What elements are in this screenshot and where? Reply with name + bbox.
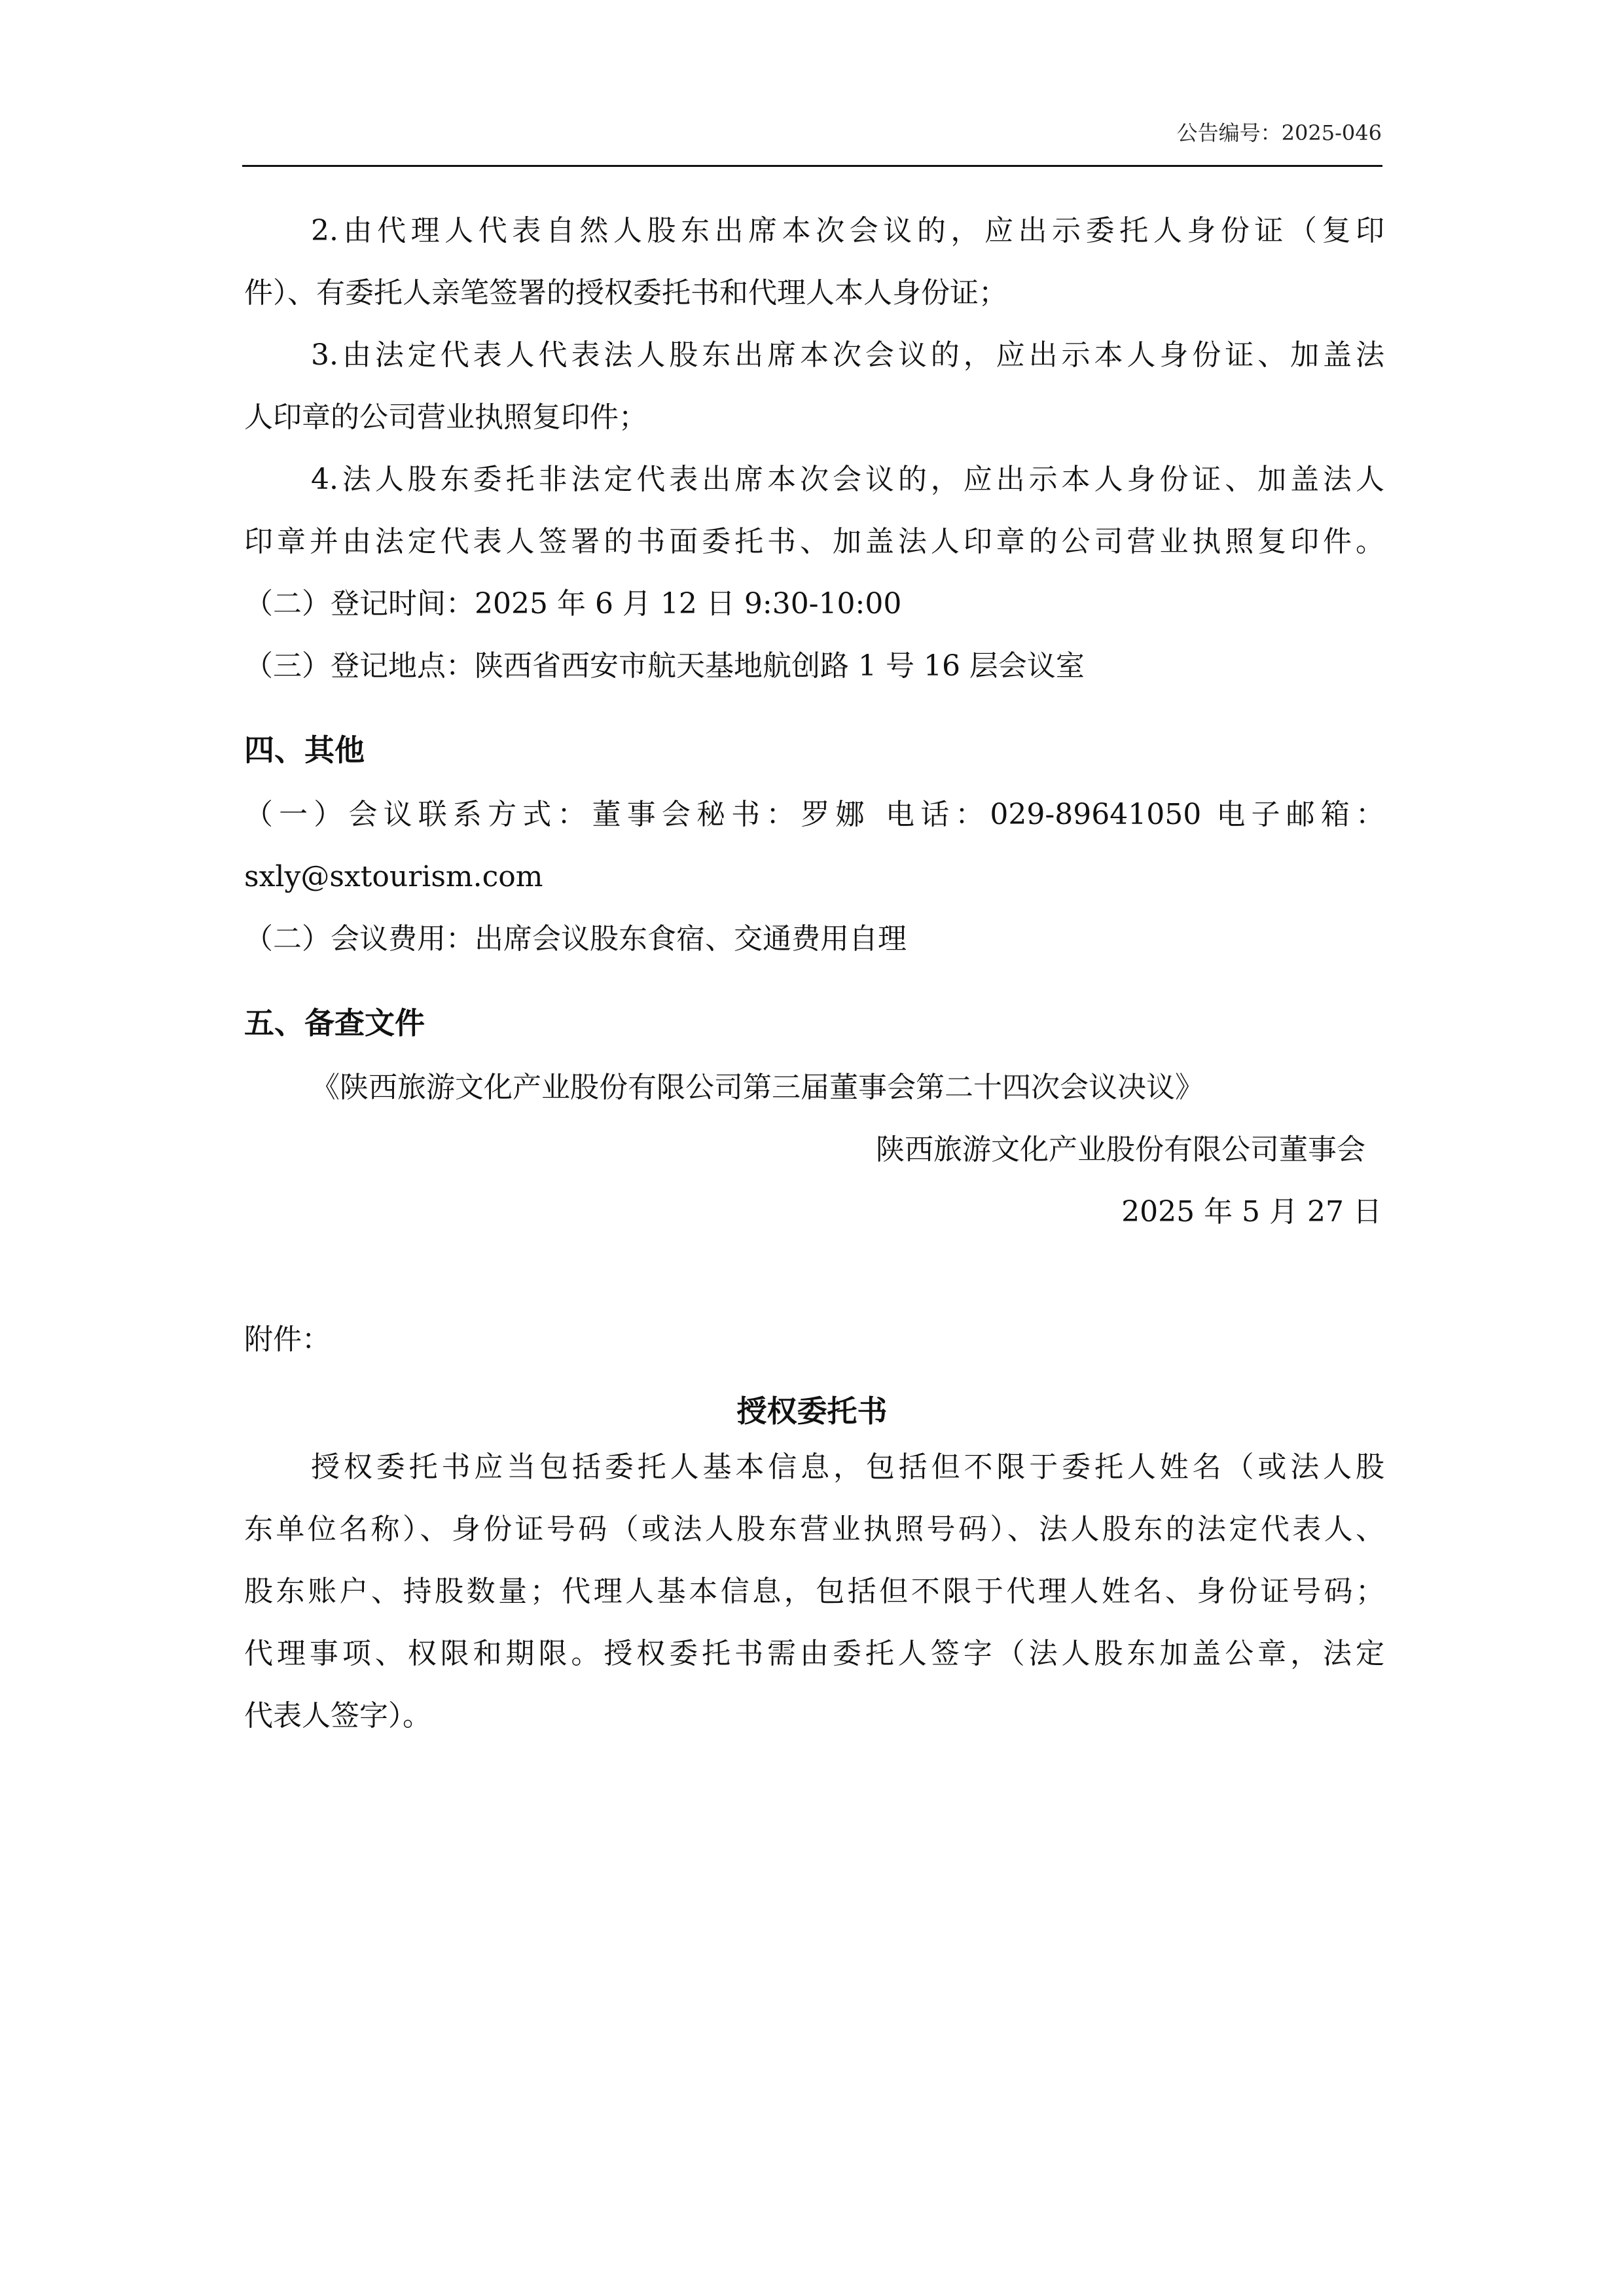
attachment-label: 附件：: [244, 1323, 331, 1356]
notice-number: 公告编号：2025-046: [1176, 120, 1382, 145]
attachment-line5: 代表人签字）。: [244, 1699, 431, 1732]
reference-document: 《陕西旅游文化产业股份有限公司第三届董事会第二十四次会议决议》: [311, 1071, 1204, 1104]
attachment-line1: 授权委托书应当包括委托人基本信息，包括但不限于委托人姓名（或法人股: [311, 1450, 1384, 1484]
header-rule: [242, 165, 1382, 167]
heading-other: 四、其他: [244, 732, 365, 768]
registration-time: （二）登记时间：2025 年 6 月 12 日 9:30-10:00: [244, 587, 902, 620]
item4-line2: 印章并由法定代表人签署的书面委托书、加盖法人印章的公司营业执照复印件。: [244, 525, 1384, 558]
attachment-line3: 股东账户、持股数量；代理人基本信息，包括但不限于代理人姓名、身份证号码；: [244, 1575, 1384, 1608]
attachment-line4: 代理事项、权限和期限。授权委托书需由委托人签字（法人股东加盖公章，法定: [244, 1637, 1384, 1670]
item4-line1: 4.法人股东委托非法定代表出席本次会议的，应出示本人身份证、加盖法人: [311, 463, 1384, 496]
item3-line1: 3.由法定代表人代表法人股东出席本次会议的，应出示本人身份证、加盖法: [311, 338, 1384, 372]
signature-date: 2025 年 5 月 27 日: [1121, 1195, 1382, 1229]
attachment-title: 授权委托书: [736, 1393, 888, 1429]
meeting-fees: （二）会议费用：出席会议股东食宿、交通费用自理: [244, 922, 907, 956]
attachment-line2: 东单位名称）、身份证号码（或法人股东营业执照号码）、法人股东的法定代表人、: [244, 1513, 1384, 1546]
contact-line1: （一）会议联系方式：董事会秘书：罗娜 电话：029-89641050 电子邮箱：: [244, 798, 1384, 831]
item2-line2: 件）、有委托人亲笔签署的授权委托书和代理人本人身份证；: [244, 276, 1007, 310]
contact-email: sxly@sxtourism.com: [244, 860, 543, 893]
item3-line2: 人印章的公司营业执照复印件；: [244, 401, 647, 434]
registration-place: （三）登记地点：陕西省西安市航天基地航创路 1 号 16 层会议室: [244, 649, 1085, 683]
item2-line1: 2.由代理人代表自然人股东出席本次会议的，应出示委托人身份证（复印: [311, 214, 1384, 247]
heading-reference-docs: 五、备查文件: [244, 1005, 425, 1041]
signature-org: 陕西旅游文化产业股份有限公司董事会: [876, 1133, 1365, 1166]
